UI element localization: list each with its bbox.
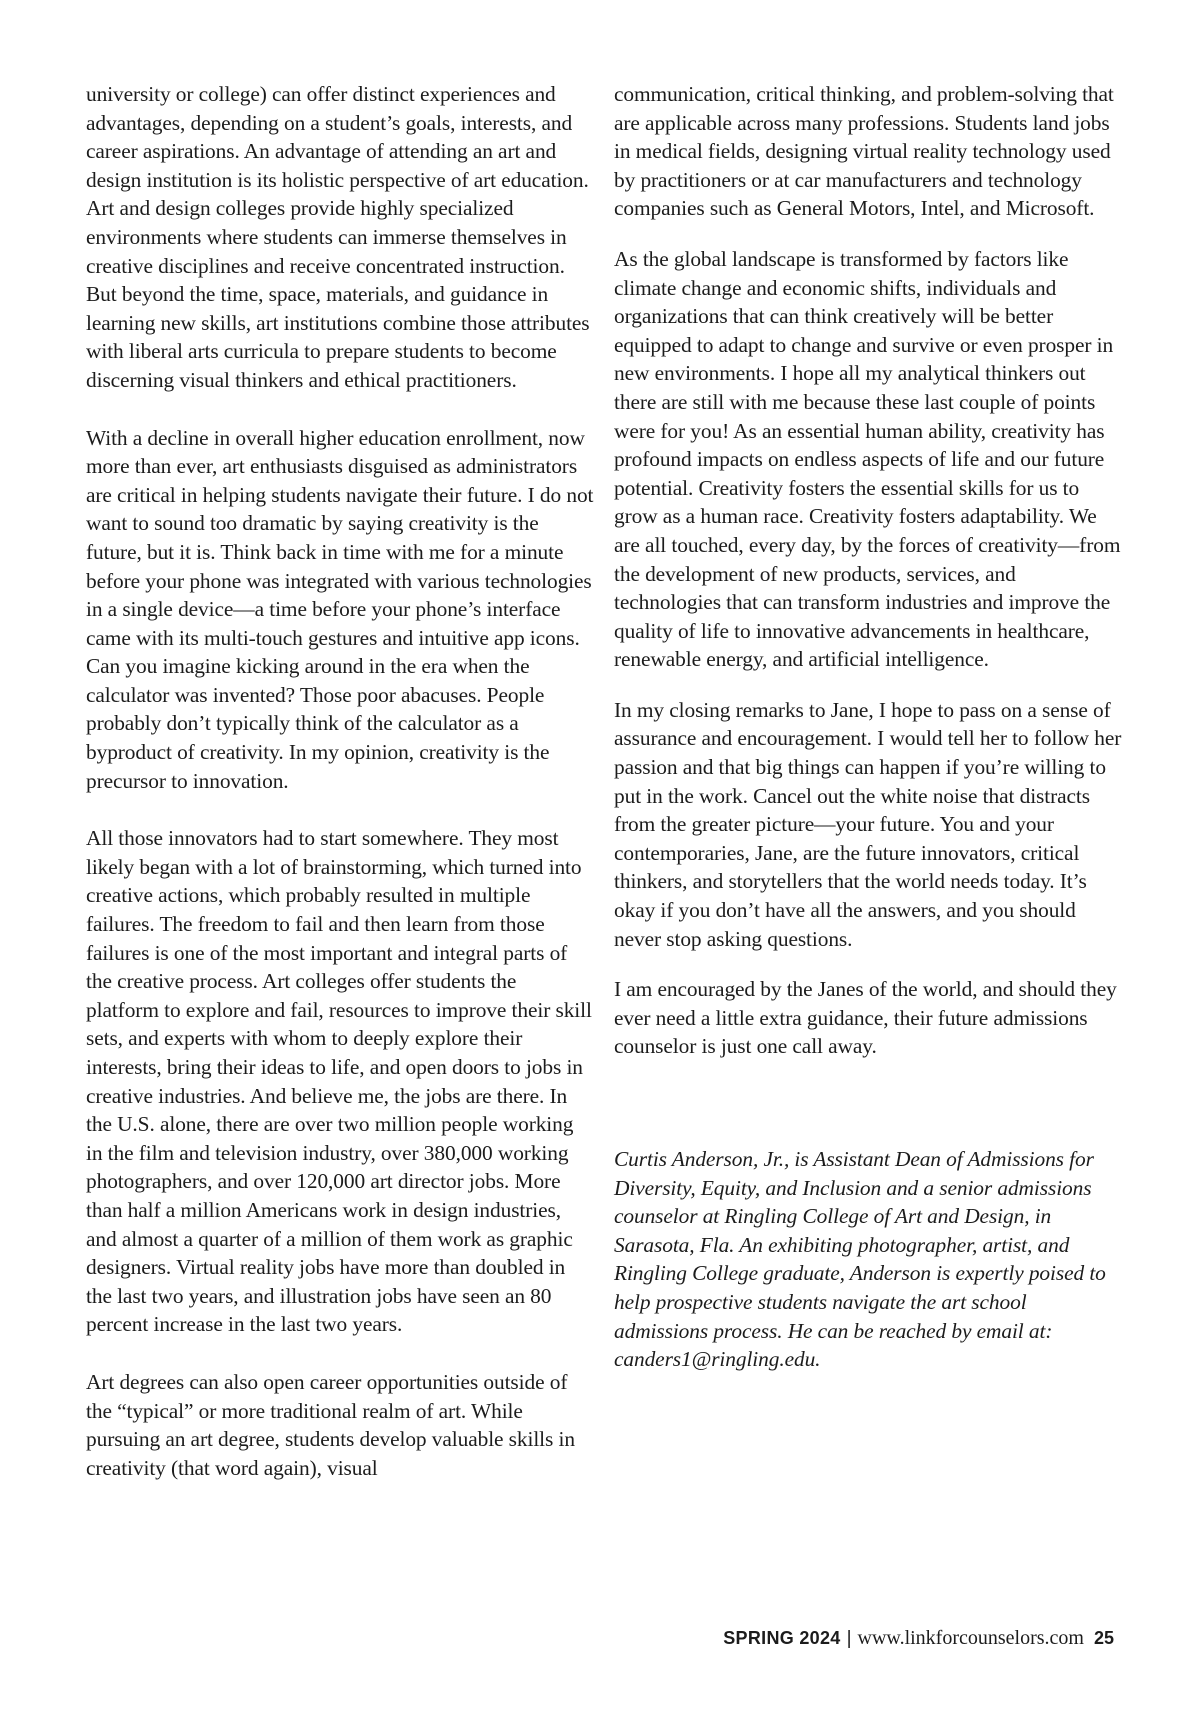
paragraph: All those innovators had to start somewhere. They most likely began with a lot of brainstorming, which turned into creative actions, which probably resulted in multiple failures. The freedom to fail and then learn from those failures is one of the most important and integral parts of the creative process. Art colleges offer students the platform to explore and fail, resources to improve their skill sets, and experts with whom to deeply explore their interests, bring their ideas to life, and open doors to jobs in creative industries. And believe me, the jobs are there. In the U.S. alone, there are over two million people working in the film and television industry, over 380,000 working photographers, and over 120,000 art director jobs. More than half a million Americans work in design industries, and almost a quarter of a million of them work as graphic designers. Virtual reality jobs have more than doubled in the last two years, and illustration jobs have seen an 80 percent increase in the last two years. [86,826,592,1337]
paragraph: In my closing remarks to Jane, I hope to pass on a sense of assurance and encouragement. I would tell her to follow her passion and that big things can happen if you’re willing to put in the work. Cancel out the white noise that distracts from the greater picture—your future. You and your contemporaries, Jane, are the future innovators, critical thinkers, and storytellers that the world needs today. It’s okay if you don’t have all the answers, and you should never stop asking questions. [614,697,1122,951]
left-text-column [86,80,594,1482]
paragraph: university or college) can offer distinct experiences and advantages, depending on a student’s goals, interests, and career aspirations. An advantage of attending an art and design institution is its holistic perspective of art education. Art and design colleges provide highly specialized environments where students can immerse themselves in creative disciplines and receive concentrated instruction. But beyond the time, space, materials, and guidance in learning new skills, art institutions combine those attributes with liberal arts curricula to prepare students to become discerning visual thinkers and ethical practitioners. [86,82,590,392]
paragraph: As the global landscape is transformed by factors like climate change and economic shifts, individuals and organizations that can think creatively will be better equipped to adapt to change and survive or even prosper in new environments. I hope all my analytical thinkers out there are still with me because these last couple of points were for you! As an essential human ability, creativity has profound impacts on endless aspects of life and our future potential. Creativity fosters the essential skills for us to grow as a human race. Creativity fosters adaptability. We are all touched, every day, by the forces of creativity—from the development of new products, services, and technologies that can transform industries and improve the quality of life to innovative advancements in healthcare, renewable energy, and artificial intelligence. [614,246,1121,672]
page-footer [723,1626,1114,1651]
website-link[interactable]: www.linkforcounselors.com [857,1627,1084,1649]
author-bio: Curtis Anderson, Jr., is Assistant Dean of Admissions for Diversity, Equity, and Inclusion and a senior admissions counselor at Ringling College of Art and Design, in Sarasota, Fla. An exhibiting photographer, artist, and Ringling College graduate, Anderson is expertly poised to help prospective students navigate the art school admissions process. He can be reached by email at: canders1@ringling.edu. [614,1147,1106,1372]
issue-label: SPRING 2024 [723,1628,841,1648]
page-number: 25 [1093,1628,1114,1648]
paragraph: With a decline in overall higher education enrollment, now more than ever, art enthusiasts disguised as administrators are critical in helping students navigate their future. I do not want to sound too dramatic by saying creativity is the future, but it is. Think back in time with me for a minute before your phone was integrated with various technologies in a single device—a time before your phone’s interface came with its multi-touch gestures and intuitive app icons. Can you imagine kicking around in the era when the calculator was invented? Those poor abacuses. People probably don’t typically think of the calculator as a byproduct of creativity. In my opinion, creativity is the precursor to innovation. [86,425,594,793]
footer-separator: | [846,1628,852,1649]
paragraph: Art degrees can also open career opportunities outside of the “typical” or more traditional realm of art. While pursuing an art degree, students develop valuable skills in creativity (that word again), visual [86,1369,575,1480]
paragraph: I am encouraged by the Janes of the world, and should they ever need a little extra guidance, their future admissions counselor is just one call away. [614,977,1117,1059]
paragraph: communication, critical thinking, and problem-solving that are applicable across many professions. Students land jobs in medical fields, designing virtual reality technology used by practitioners or at car manufacturers and technology companies such as General Motors, Intel, and Microsoft. [614,82,1114,221]
right-text-column [614,80,1122,1374]
